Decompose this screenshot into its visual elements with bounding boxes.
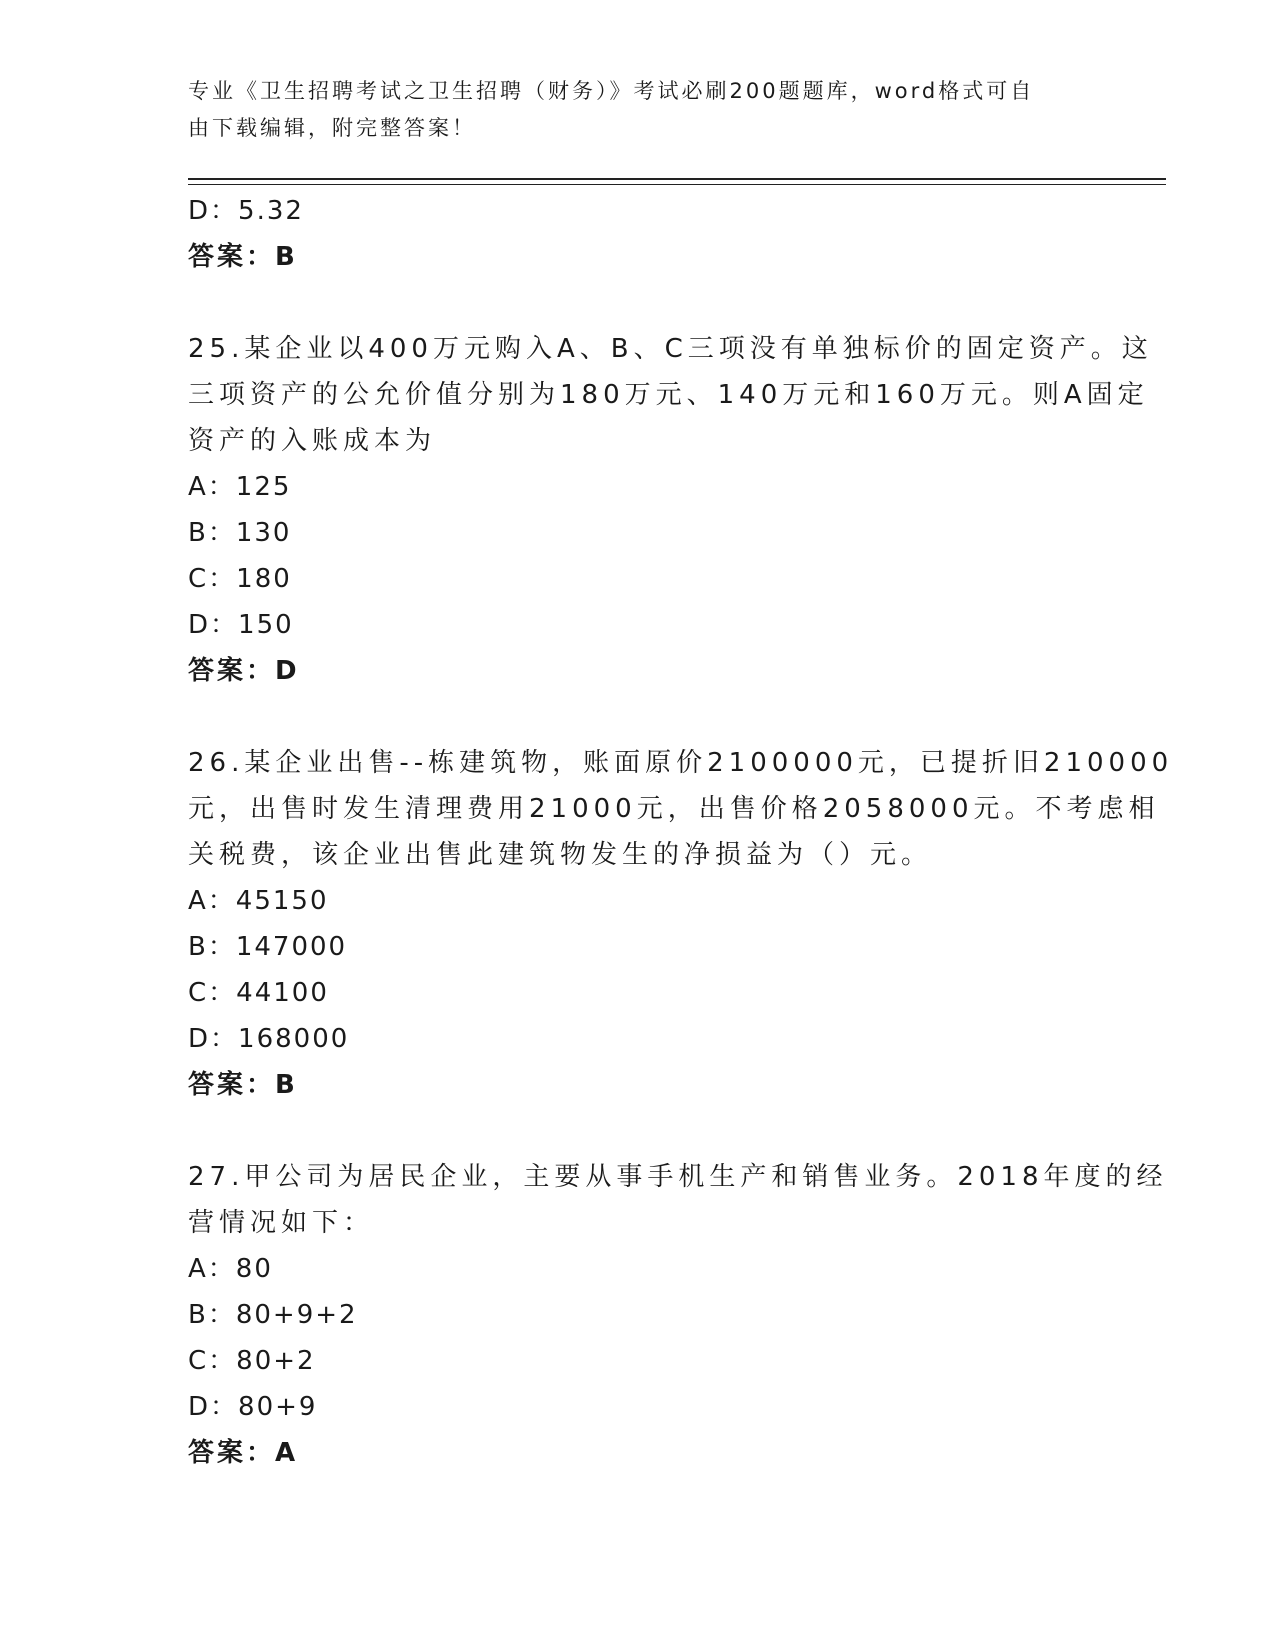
question-line: 关税费，该企业出售此建筑物发生的净损益为（）元。 <box>188 840 933 870</box>
question-line: 三项资产的公允价值分别为180万元、140万元和160万元。则A固定 <box>188 380 1149 410</box>
header-line-2: 由下载编辑，附完整答案！ <box>188 116 476 140</box>
question-25-text <box>188 326 1153 464</box>
q26-option-b: B：147000 <box>188 932 348 962</box>
question-27-text <box>188 1154 1168 1246</box>
q26-option-c: C：44100 <box>188 978 329 1008</box>
q27-option-c: C：80+2 <box>188 1346 316 1376</box>
question-line: 元，出售时发生清理费用21000元，出售价格2058000元。不考虑相 <box>188 794 1160 824</box>
spacer <box>188 280 1088 326</box>
document-header <box>188 73 1068 147</box>
q26-option-d: D：168000 <box>188 1024 350 1054</box>
q27-option-d: D：80+9 <box>188 1392 318 1422</box>
question-26-text <box>188 740 1174 878</box>
q25-option-d: D：150 <box>188 610 294 640</box>
question-line: 资产的入账成本为 <box>188 426 437 456</box>
q27-option-b: B：80+9+2 <box>188 1300 358 1330</box>
q25-option-c: C：180 <box>188 564 292 594</box>
spacer <box>188 1108 1088 1154</box>
spacer <box>188 694 1088 740</box>
question-line: 营情况如下： <box>188 1208 375 1238</box>
question-line: 25.某企业以400万元购入A、B、C三项没有单独标价的固定资产。这 <box>188 334 1153 364</box>
q25-answer: 答案：D <box>188 656 300 686</box>
q26-option-a: A：45150 <box>188 886 329 916</box>
header-divider-thin <box>188 184 1166 185</box>
prev-option-d: D：5.32 <box>188 196 304 226</box>
q26-answer: 答案：B <box>188 1070 298 1100</box>
document-body <box>188 188 1174 1476</box>
header-divider-thick <box>188 178 1166 180</box>
prev-answer: 答案：B <box>188 242 298 272</box>
q25-option-b: B：130 <box>188 518 292 548</box>
header-line-1: 专业《卫生招聘考试之卫生招聘（财务）》考试必刷200题题库，word格式可自 <box>188 79 1035 103</box>
question-line: 27.甲公司为居民企业，主要从事手机生产和销售业务。2018年度的经 <box>188 1162 1168 1192</box>
question-line: 26.某企业出售--栋建筑物，账面原价2100000元，已提折旧210000 <box>188 748 1174 778</box>
q25-option-a: A：125 <box>188 472 292 502</box>
q27-option-a: A：80 <box>188 1254 273 1284</box>
q27-answer: 答案：A <box>188 1438 299 1468</box>
